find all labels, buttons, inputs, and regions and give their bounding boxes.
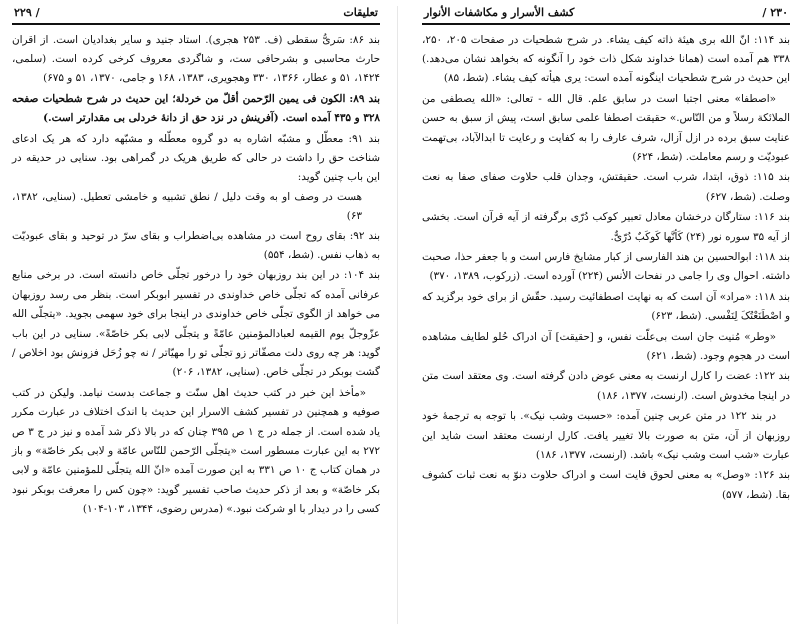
note-paragraph: بند ۱۱۴: انّ الله بری هیئة ذاته کیف یشاء. در شرح شطحیات در صفحات ۲۰۵، ۲۵۰، ۳۳۸ هم آمده است (همانا خداوند شکل ذات خود را آنگونه که بخواهد نشان می‌دهد.) این حدیث در شرح شطحیات اینگونه آمده است: یری هیأته کیف یشاء. (شط، ۸۵) bbox=[422, 33, 790, 85]
right-header-rule bbox=[422, 23, 790, 25]
left-page bbox=[10, 0, 382, 630]
right-page bbox=[420, 0, 792, 630]
left-page-running-title: تعلیقات bbox=[343, 6, 378, 19]
left-page-body bbox=[10, 31, 382, 520]
note-paragraph: بند ۱۱۵: ذوق، ابتدا، شرب است. حقیقتش، وجدان قلب حلاوت صفای صفا به نعت وصلت. (شط، ۶۲۷) bbox=[422, 171, 790, 203]
note-paragraph: بند ۱۱۶: ستارگان درخشان معادل تعبیر کوکب دُرّی برگرفته از آیه قرآن است. بخشی از آیه ۳۵ سوره نور (۲۴) کَأنَّها کَوکَبٌ دُرّیٌّ. bbox=[422, 211, 791, 243]
note-paragraph: بند ۱۲۲: عضت را کارل ارنست به معنی عوض دادن گرفته است. وی معتقد است متن در اینجا مخدوش است. (ارنست، ۱۳۷۷، ۱۸۶) bbox=[422, 370, 790, 402]
page-gutter bbox=[397, 6, 398, 624]
note-paragraph: بند ۸۹: الکون فی یمین الرّحمن أقلّ من خردلة؛ این حدیث در شرح شطحیات صفحه ۳۲۸ و ۴۳۵ آمده است. (آفرینش در نزد حق از دانهٔ خردلی بی مقدارتر است.) bbox=[12, 92, 380, 125]
note-paragraph: «اصطفا» معنی اجتبا است در سابق علم. قال الله - تعالی: «الله یصطفی من الملائکة رسلاً و من النّاس.» حقیقت اصطفا علمی سابق است، پیش از سبق به حسن عنایت سبق برده در ازل آزال، شرف عارف را به کفایت و رعایت تا ابدالآباد، بی‌تهمت عبودیّت و رسم معاملت. (شط، ۶۲۴) bbox=[422, 92, 790, 163]
note-paragraph: بند ۸۶: سَریُّ سقطی (ف. ۲۵۳ هجری). استاد جنید و سایر بغدادیان است. از اقران حارث محاسبی و بشرحافی ست، و شاگردی معروف کرخی کرده است. (سلمی، ۱۴۲۴، ۵۱ و عطار، ۱۳۶۶، ۳۳۰ وهجویری، ۱۳۸۳، ۱۶۸ و جامی، ۱۳۷۰، ۵۱ و ۶۷۵) bbox=[12, 33, 380, 85]
left-page-header bbox=[10, 0, 382, 23]
note-paragraph: بند ۹۲: بقای روح است در مشاهده بی‌اضطراب و بقای سرّ در توحید و بقای عبودیّت به ذهاب نفس. (شط، ۵۵۴) bbox=[12, 229, 380, 261]
left-header-rule bbox=[12, 23, 380, 25]
right-page-number: ۲۳۰ / bbox=[762, 6, 788, 19]
verse-line: هست در وصف او به وقت دلیل / نطق تشبیه و خامشی تعطیل. (سنایی، ۱۳۸۲، ۶۳) bbox=[12, 190, 362, 223]
note-paragraph: بند ۱۱۸: «مراد» آن است که به نهایت اصطفائیت رسید. حقّش از برای خود برگزید که و اصْطَنَعْتُکَ لِنَفْسی. (شط، ۶۲۳) bbox=[422, 290, 790, 323]
note-paragraph: بند ۹۱: معطّل و مشبّه اشاره به دو گروه معطّله و مشبّهه دارد که هر یک ادعای شناخت حق را داشت در حالی که طریق هریک در گمراهی بود. سنایی در حدیقه در این باب چنین گوید: bbox=[12, 132, 380, 184]
note-paragraph: در بند ۱۲۲ در متن عربی چنین آمده: «حسبت وشب نیک». با توجه به ترجمهٔ خود روزبهان از آن، متن به صورت بالا تغییر یافت. کارل ارنست معتقد است شاید این عبارت «شب است وشب نیک» باشد. (ارنست، ۱۳۷۷، ۱۸۶) bbox=[422, 410, 790, 462]
note-paragraph: «وطر» مُنیت جان است بی‌علّت نفس، و [حقیقت] آن ادراک حُلو لطایف مشاهده است در هجوم وجود. (شط، ۶۲۱) bbox=[422, 330, 790, 362]
note-paragraph: «مأخذ این خبر در کتب حدیث اهل سنّت و جماعت بدست نیامد. ولیکن در کتب صوفیه و همچنین در تفسیر کشف الاسرار این حدیث با اندک اختلاف در عبارت مکرر یاد شده است. از جمله در ج ۱ ص ۳۹۵ چنان که در بالا ذکر شد آمده و نیز در ج ۳ ص ۲۷۲ به این عبارت مسطور است «یتجلّی الرّحمن للنّاس عامّة و لابی بکر خاصّة» و باز در همان کتاب ج ۱۰ ص ۳۳۱ به این صورت آمده «انّ الله یتجلّی للمؤمنین عامّة و لابی بکر خاصّة» و بعد از ذکر حدیث صاحب تفسیر گوید: «چون کس را معرفت بوبکر نبود کسی را در دیدار با او شرکت نبود.» (مدرس رضوی، ۱۳۴۴، ۱۰۳-۱۰۴) bbox=[12, 386, 380, 516]
note-paragraph: بند ۱۱۸: ابوالحسین بن هند الفارسی از کبار مشایخ فارس است و با جعفر حذا، صحبت داشته. احوال وی را جامی در نفحات الأنس (۲۲۴) آورده است. (زرکوب، ۱۳۸۹، ۳۷۰) bbox=[422, 250, 790, 283]
right-page-body bbox=[420, 31, 792, 506]
right-page-header bbox=[420, 0, 792, 23]
note-paragraph: بند ۱۰۴: در این بند روزبهان خود را درخور تجلّی خاص دانسته است. در برخی منابع عرفانی آمده که تجلّی خاص خداوندی در تفسیر ابوبکر است. بنظر می رسد روزبهان می خواهد از الگوی تجلّی خاص خداوندی در اینجا برای خود سهمی بجوید. «یتجلّی الله عزّوجلّ یوم القیمه لعبادالمؤمنین عامّةً و یتجلّی لابی بکر خاصّةً». سنایی در این باب گوید: هر چه روی دلت مصفّاتر زو تجلّی تو را مهیّاتر / نه چو زُحَل فزونش بود اخلاص / گشت بوبکر در تجلّی خاص. (سنایی، ۱۳۸۲، ۲۰۶) bbox=[12, 269, 380, 379]
left-page-number: / ۲۲۹ bbox=[14, 6, 40, 19]
right-page-running-title: کشف الأسرار و مکاشفات الأنوار bbox=[424, 6, 575, 19]
note-paragraph: بند ۱۲۶: «وصل» به معنی لحوق فایت است و ادراک حلاوت دنوّ به نعت ثبات کشوف بقا. (شط، ۵۷۷) bbox=[422, 469, 790, 501]
